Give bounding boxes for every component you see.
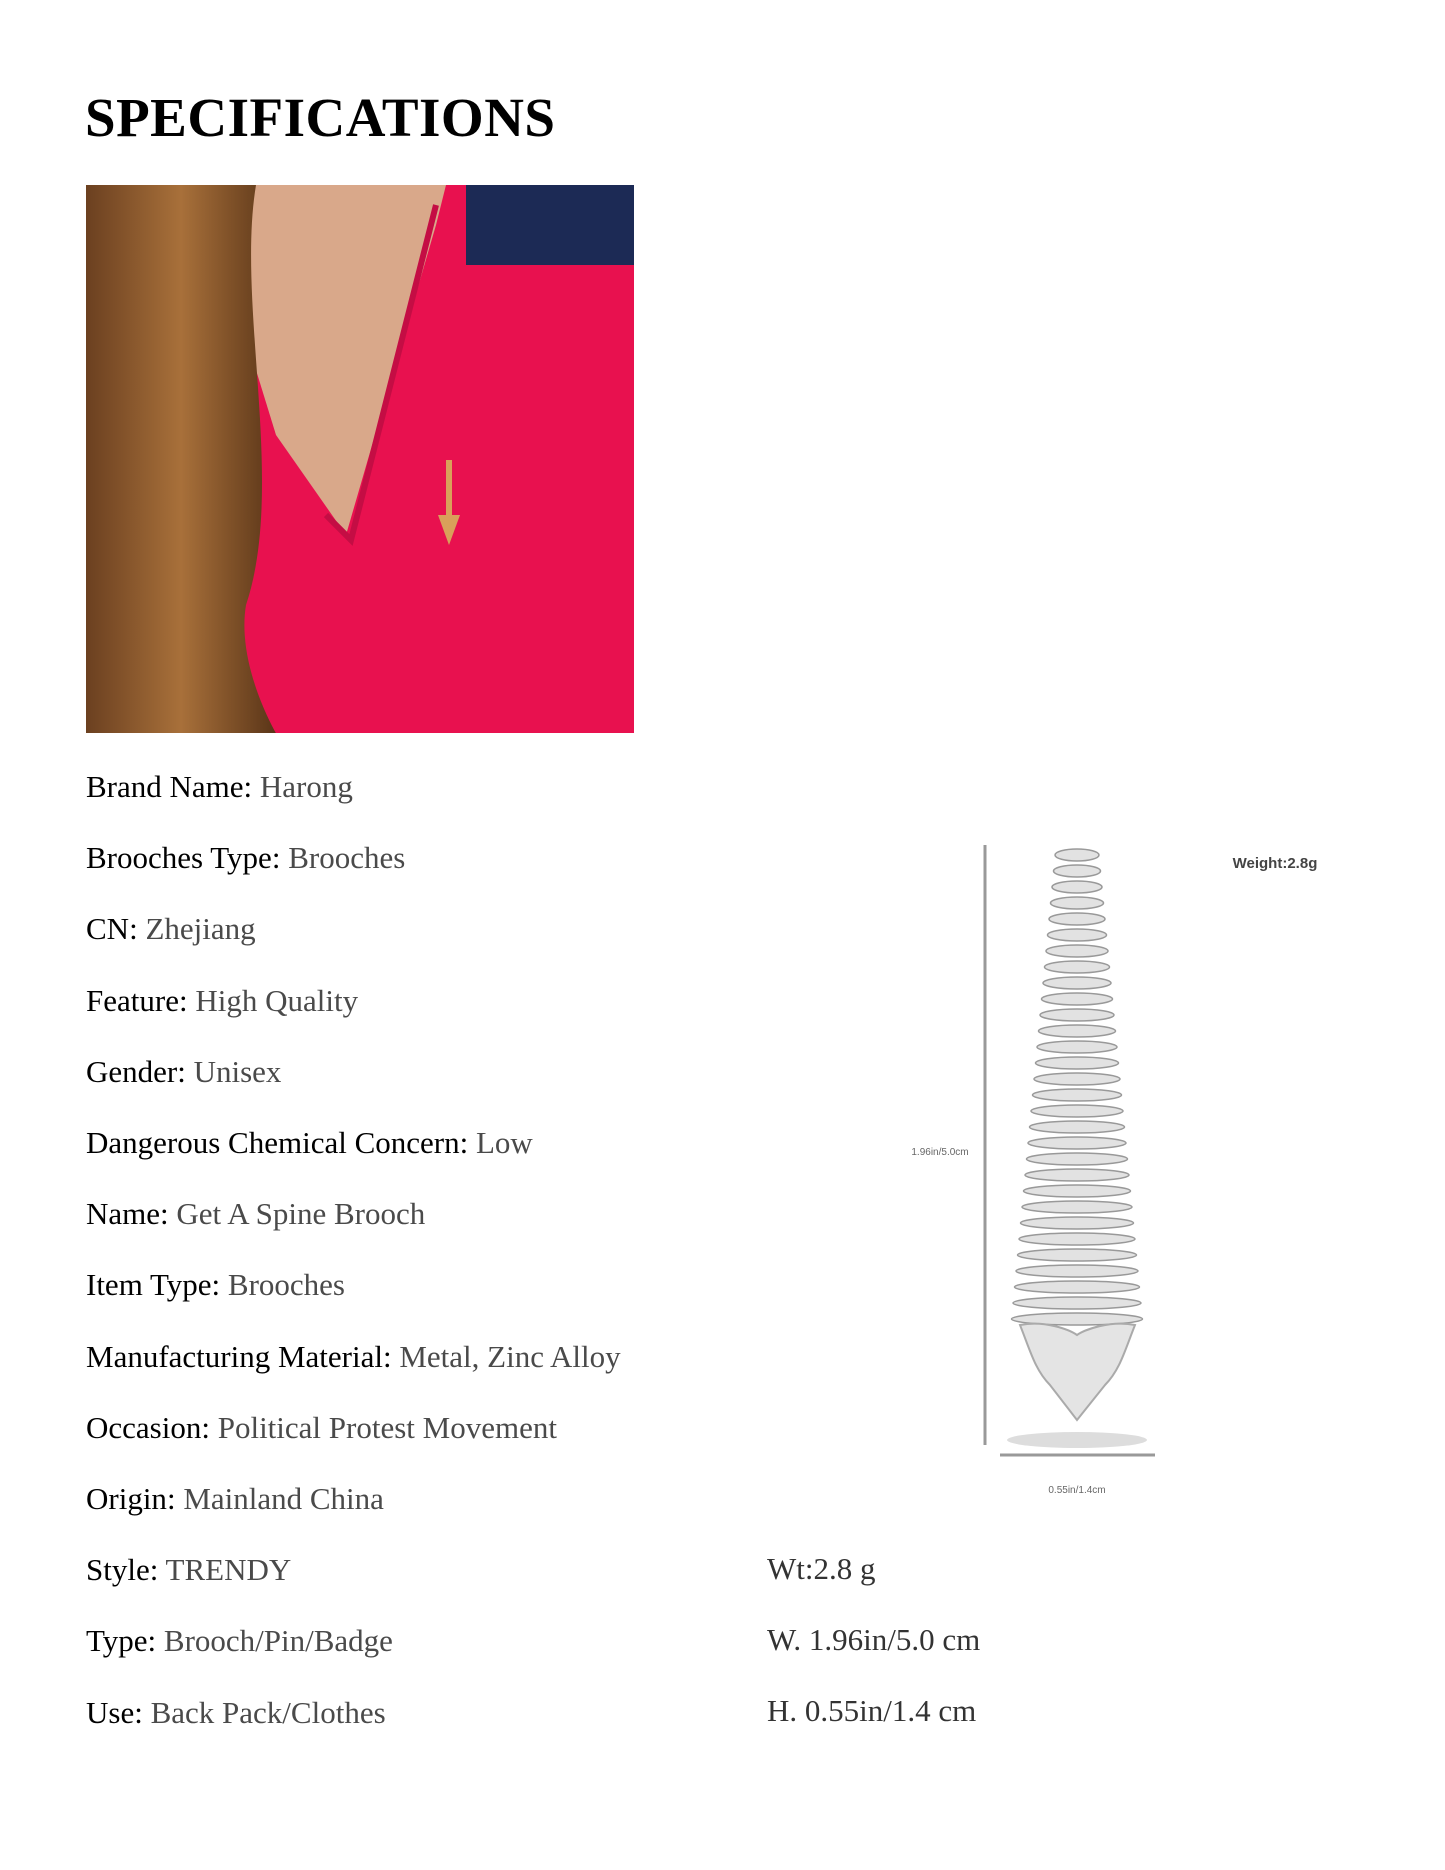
vertebra bbox=[1037, 1041, 1117, 1053]
spec-value: Metal, Zinc Alloy bbox=[399, 1338, 621, 1374]
spec-row: Brooches Type: Brooches bbox=[86, 840, 406, 876]
spec-label: Use bbox=[86, 1694, 135, 1730]
spec-row: Style: TRENDY bbox=[86, 1552, 292, 1588]
spec-row: Name: Get A Spine Brooch bbox=[86, 1196, 426, 1232]
spec-value: Unisex bbox=[193, 1053, 282, 1089]
vertebra bbox=[1027, 1153, 1128, 1165]
vertebra bbox=[1055, 849, 1099, 861]
vertebra bbox=[1046, 945, 1108, 957]
spec-label: CN bbox=[86, 911, 130, 947]
spec-label: Dangerous Chemical Concern bbox=[86, 1125, 460, 1160]
vertebra bbox=[1025, 1169, 1129, 1181]
dimension-text: Wt:2.8 g bbox=[767, 1551, 876, 1586]
dimension-text: H. 0.55in/1.4 cm bbox=[767, 1693, 977, 1729]
spec-row: Brand Name: Harong bbox=[86, 769, 353, 804]
vertebra bbox=[1013, 1297, 1141, 1309]
spec-value: Get A Spine Brooch bbox=[176, 1196, 426, 1232]
spec-label: Manufacturing Material bbox=[86, 1338, 383, 1374]
spec-value: Zhejiang bbox=[145, 911, 256, 947]
vertebra bbox=[1024, 1185, 1131, 1197]
vertebra bbox=[1051, 897, 1104, 909]
vertebra bbox=[1019, 1233, 1135, 1245]
spec-value: Brooch/Pin/Badge bbox=[163, 1623, 393, 1659]
spec-label: Brooches Type bbox=[86, 840, 272, 876]
vertebra bbox=[1039, 1025, 1116, 1037]
vertebra bbox=[1021, 1217, 1134, 1229]
spec-label: Item Type bbox=[86, 1267, 212, 1303]
spec-row: CN: Zhejiang bbox=[86, 911, 256, 947]
vertebra bbox=[1054, 865, 1101, 877]
vertebra bbox=[1042, 993, 1113, 1005]
spec-row: Dangerous Chemical Concern: Low bbox=[86, 1125, 533, 1160]
vertebra bbox=[1036, 1057, 1119, 1069]
vertebra bbox=[1045, 961, 1110, 973]
vertebra bbox=[1016, 1265, 1138, 1277]
vertebra bbox=[1031, 1105, 1123, 1117]
vertebra bbox=[1034, 1073, 1120, 1085]
spec-label: Style bbox=[86, 1552, 150, 1588]
spec-label: Name bbox=[86, 1196, 161, 1232]
spine-vertebrae bbox=[1012, 849, 1143, 1325]
vertebra bbox=[1028, 1137, 1126, 1149]
spec-label: Gender bbox=[86, 1053, 178, 1089]
spec-row: Use: Back Pack/Clothes bbox=[86, 1694, 386, 1730]
vertebra bbox=[1022, 1201, 1132, 1213]
spec-value: Mainland China bbox=[183, 1481, 384, 1516]
product-photo bbox=[86, 185, 634, 733]
spec-label: Origin bbox=[86, 1481, 167, 1516]
vertebra bbox=[1040, 1009, 1114, 1021]
spec-row: Origin: Mainland China bbox=[86, 1481, 384, 1516]
spec-value: Harong bbox=[259, 769, 353, 804]
spec-label: Occasion bbox=[86, 1409, 202, 1445]
spec-value: Brooches bbox=[227, 1267, 345, 1303]
vertebra bbox=[1015, 1281, 1140, 1293]
vertebra bbox=[1052, 881, 1102, 893]
spec-row: Feature: High Quality bbox=[86, 982, 359, 1018]
spec-value: Brooches bbox=[288, 840, 406, 876]
spine-dimension-diagram bbox=[870, 830, 1340, 1510]
spec-label: Feature bbox=[86, 982, 179, 1018]
sacrum bbox=[1020, 1324, 1135, 1420]
vertebra bbox=[1030, 1121, 1125, 1133]
spec-label: Type bbox=[86, 1623, 148, 1659]
spec-row: Type: Brooch/Pin/Badge bbox=[86, 1623, 393, 1659]
vertebra bbox=[1033, 1089, 1122, 1101]
spec-value: Low bbox=[475, 1125, 533, 1160]
spec-value: High Quality bbox=[195, 982, 359, 1018]
spec-value: Political Protest Movement bbox=[217, 1409, 557, 1445]
weight-label: Weight:2.8g bbox=[1232, 855, 1318, 872]
vertebra bbox=[1048, 929, 1107, 941]
spec-label: Brand Name bbox=[86, 769, 244, 804]
spec-row: Gender: Unisex bbox=[86, 1053, 282, 1089]
spec-row: Manufacturing Material: Metal, Zinc Alloy bbox=[86, 1338, 621, 1374]
spec-value: TRENDY bbox=[165, 1552, 292, 1588]
vertebra bbox=[1018, 1249, 1137, 1261]
spec-value: Back Pack/Clothes bbox=[150, 1694, 386, 1730]
page-title: SPECIFICATIONS bbox=[85, 87, 556, 148]
vertebra bbox=[1049, 913, 1105, 925]
height-label: 1.96in/5.0cm bbox=[911, 1147, 969, 1158]
shadow bbox=[1007, 1432, 1147, 1448]
dimension-text: W. 1.96in/5.0 cm bbox=[767, 1622, 981, 1658]
width-label: 0.55in/1.4cm bbox=[1048, 1485, 1106, 1496]
spec-row: Item Type: Brooches bbox=[86, 1267, 345, 1303]
vertebra bbox=[1043, 977, 1111, 989]
spec-row: Occasion: Political Protest Movement bbox=[86, 1409, 557, 1445]
